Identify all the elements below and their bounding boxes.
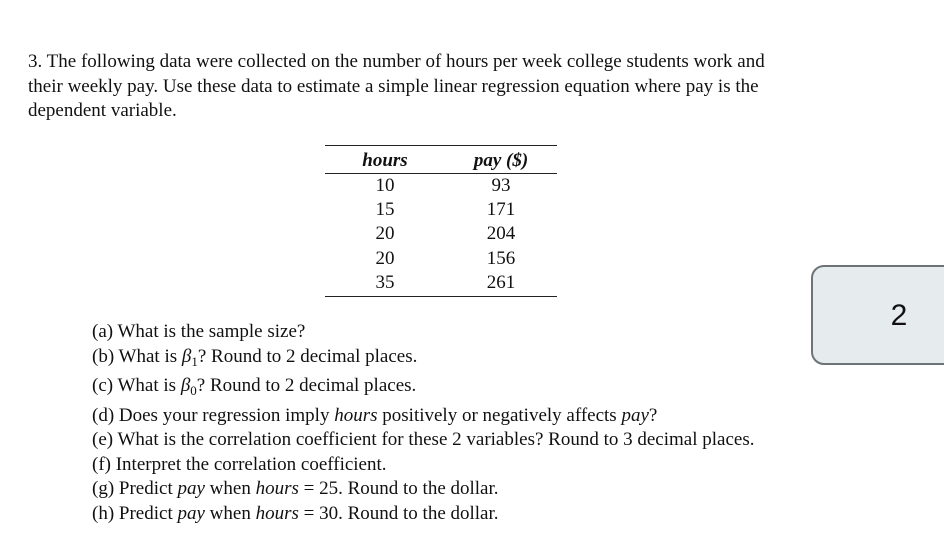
question-d-prefix: (d) Does your regression imply (92, 404, 335, 426)
table-row (325, 198, 557, 222)
badge-label: 2 (890, 299, 908, 332)
table-row (325, 174, 557, 199)
question-g (92, 477, 754, 502)
variable-hours: hours (255, 502, 299, 524)
beta-symbol: β (180, 375, 191, 396)
cell-hours: 10 (375, 175, 395, 196)
question-a (92, 320, 754, 345)
question-h-middle: when (204, 502, 256, 524)
answer-count-badge[interactable] (811, 265, 944, 365)
question-h-prefix: (h) Predict (92, 502, 178, 524)
cell-hours: 15 (375, 199, 395, 221)
question-d (92, 404, 754, 429)
intro-line-2 (28, 75, 868, 100)
intro-text-2: their weekly pay. Use these data to estimate a simple linear regression equation where pay is the (28, 75, 759, 97)
table-header-row (325, 146, 557, 174)
cell-pay: 171 (486, 199, 516, 221)
variable-pay: pay (621, 404, 649, 426)
question-e (92, 428, 754, 453)
question-b (92, 345, 754, 375)
question-c-suffix: ? Round to 2 decimal places. (196, 375, 417, 396)
question-c-prefix: (c) What is (92, 375, 181, 396)
question-b-suffix: ? Round to 2 decimal places. (197, 345, 418, 367)
question-d-suffix: ? (648, 404, 658, 426)
question-g-middle: when (204, 478, 256, 499)
table-row (325, 247, 557, 271)
question-f (92, 453, 754, 478)
variable-hours: hours (255, 478, 299, 499)
cell-pay: 93 (491, 175, 511, 196)
question-d-middle: positively or negatively affects (377, 404, 622, 426)
table-row (325, 271, 557, 297)
question-g-suffix: = 25. Round to the dollar. (298, 478, 499, 499)
beta-symbol: β (181, 345, 192, 367)
question-b-prefix: (b) What is (92, 345, 182, 367)
cell-hours: 20 (375, 223, 395, 245)
intro-line-1 (28, 50, 868, 75)
cell-hours: 35 (375, 271, 395, 293)
column-header-hours: hours (325, 146, 445, 174)
data-table (325, 145, 557, 297)
intro-text-3: dependent variable. (28, 100, 177, 121)
variable-pay: pay (177, 502, 205, 524)
variable-hours: hours (334, 404, 378, 426)
beta-subscript: 1 (191, 353, 198, 369)
question-c (92, 374, 754, 404)
cell-pay: 261 (486, 271, 516, 293)
intro-text-1: 3. The following data were collected on the number of hours per week college students work and (28, 51, 765, 72)
cell-hours: 20 (375, 247, 395, 269)
question-list (92, 320, 754, 526)
beta-subscript: 0 (190, 383, 197, 398)
table-row (325, 222, 557, 246)
cell-pay: 204 (486, 223, 516, 245)
column-header-pay: pay ($) (445, 146, 557, 174)
question-h (92, 502, 754, 527)
question-f-text: (f) Interpret the correlation coefficient. (92, 453, 387, 475)
question-g-prefix: (g) Predict (92, 478, 178, 499)
variable-pay: pay (177, 478, 205, 499)
problem-statement (28, 50, 868, 124)
question-a-text: (a) What is the sample size? (92, 321, 306, 342)
question-h-suffix: = 30. Round to the dollar. (298, 502, 499, 524)
question-e-text: (e) What is the correlation coefficient for these 2 variables? Round to 3 decimal places. (92, 429, 755, 450)
intro-line-3 (28, 99, 868, 124)
cell-pay: 156 (486, 247, 516, 269)
